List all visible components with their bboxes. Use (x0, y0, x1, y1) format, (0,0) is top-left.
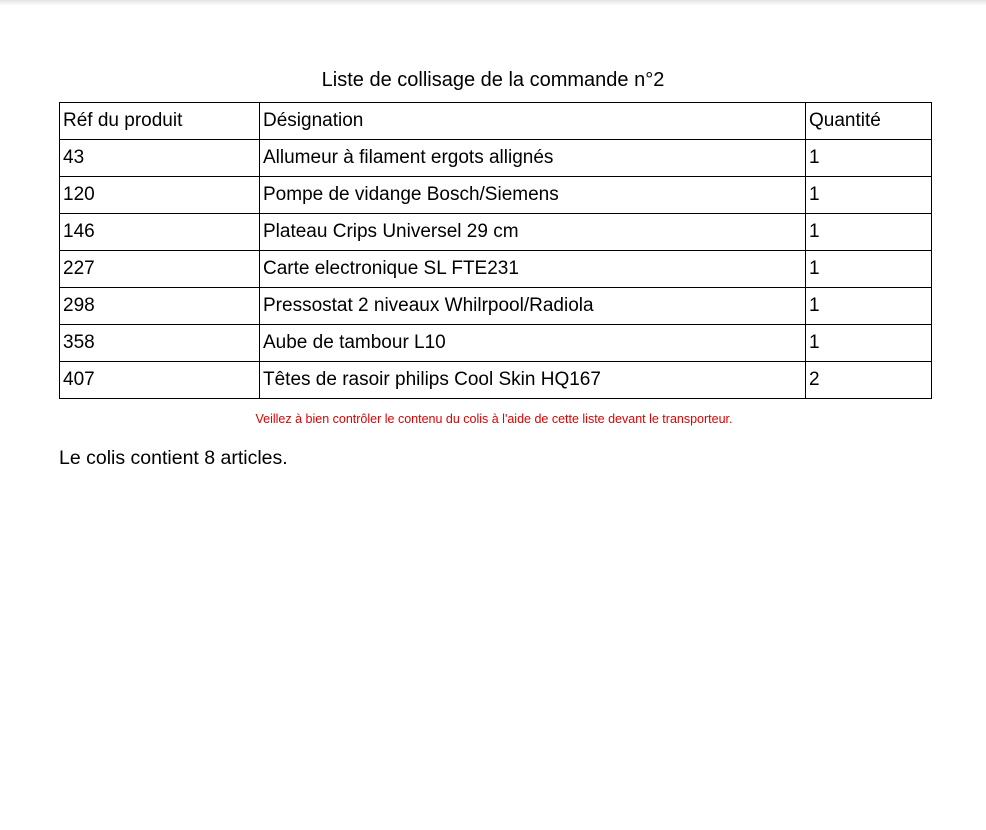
column-header-ref: Réf du produit (60, 103, 260, 140)
cell-ref: 298 (60, 288, 260, 325)
table-header-row (60, 103, 932, 140)
cell-ref: 407 (60, 362, 260, 399)
table-row (60, 362, 932, 399)
cell-quantity: 1 (806, 177, 932, 214)
table-row (60, 288, 932, 325)
cell-quantity: 1 (806, 288, 932, 325)
cell-quantity: 1 (806, 140, 932, 177)
cell-designation: Aube de tambour L10 (260, 325, 806, 362)
cell-designation: Pompe de vidange Bosch/Siemens (260, 177, 806, 214)
cell-quantity: 1 (806, 251, 932, 288)
table-row (60, 325, 932, 362)
package-summary: Le colis contient 8 articles. (59, 447, 288, 469)
page-title: Liste de collisage de la commande n°2 (321, 69, 665, 91)
viewer-top-shadow (0, 0, 986, 6)
table-row (60, 251, 932, 288)
cell-ref: 358 (60, 325, 260, 362)
cell-ref: 227 (60, 251, 260, 288)
table-row (60, 214, 932, 251)
table-row (60, 177, 932, 214)
cell-designation: Pressostat 2 niveaux Whilrpool/Radiola (260, 288, 806, 325)
cell-ref: 120 (60, 177, 260, 214)
cell-designation: Plateau Crips Universel 29 cm (260, 214, 806, 251)
cell-ref: 43 (60, 140, 260, 177)
cell-quantity: 1 (806, 214, 932, 251)
cell-quantity: 2 (806, 362, 932, 399)
cell-quantity: 1 (806, 325, 932, 362)
cell-designation: Carte electronique SL FTE231 (260, 251, 806, 288)
cell-designation: Têtes de rasoir philips Cool Skin HQ167 (260, 362, 806, 399)
packing-list-table (59, 102, 932, 399)
column-header-quantity: Quantité (806, 103, 932, 140)
table-row (60, 140, 932, 177)
cell-ref: 146 (60, 214, 260, 251)
transporter-warning: Veillez à bien contrôler le contenu du colis à l'aide de cette liste devant le transporteur. (255, 412, 733, 426)
column-header-designation: Désignation (260, 103, 806, 140)
cell-designation: Allumeur à filament ergots allignés (260, 140, 806, 177)
